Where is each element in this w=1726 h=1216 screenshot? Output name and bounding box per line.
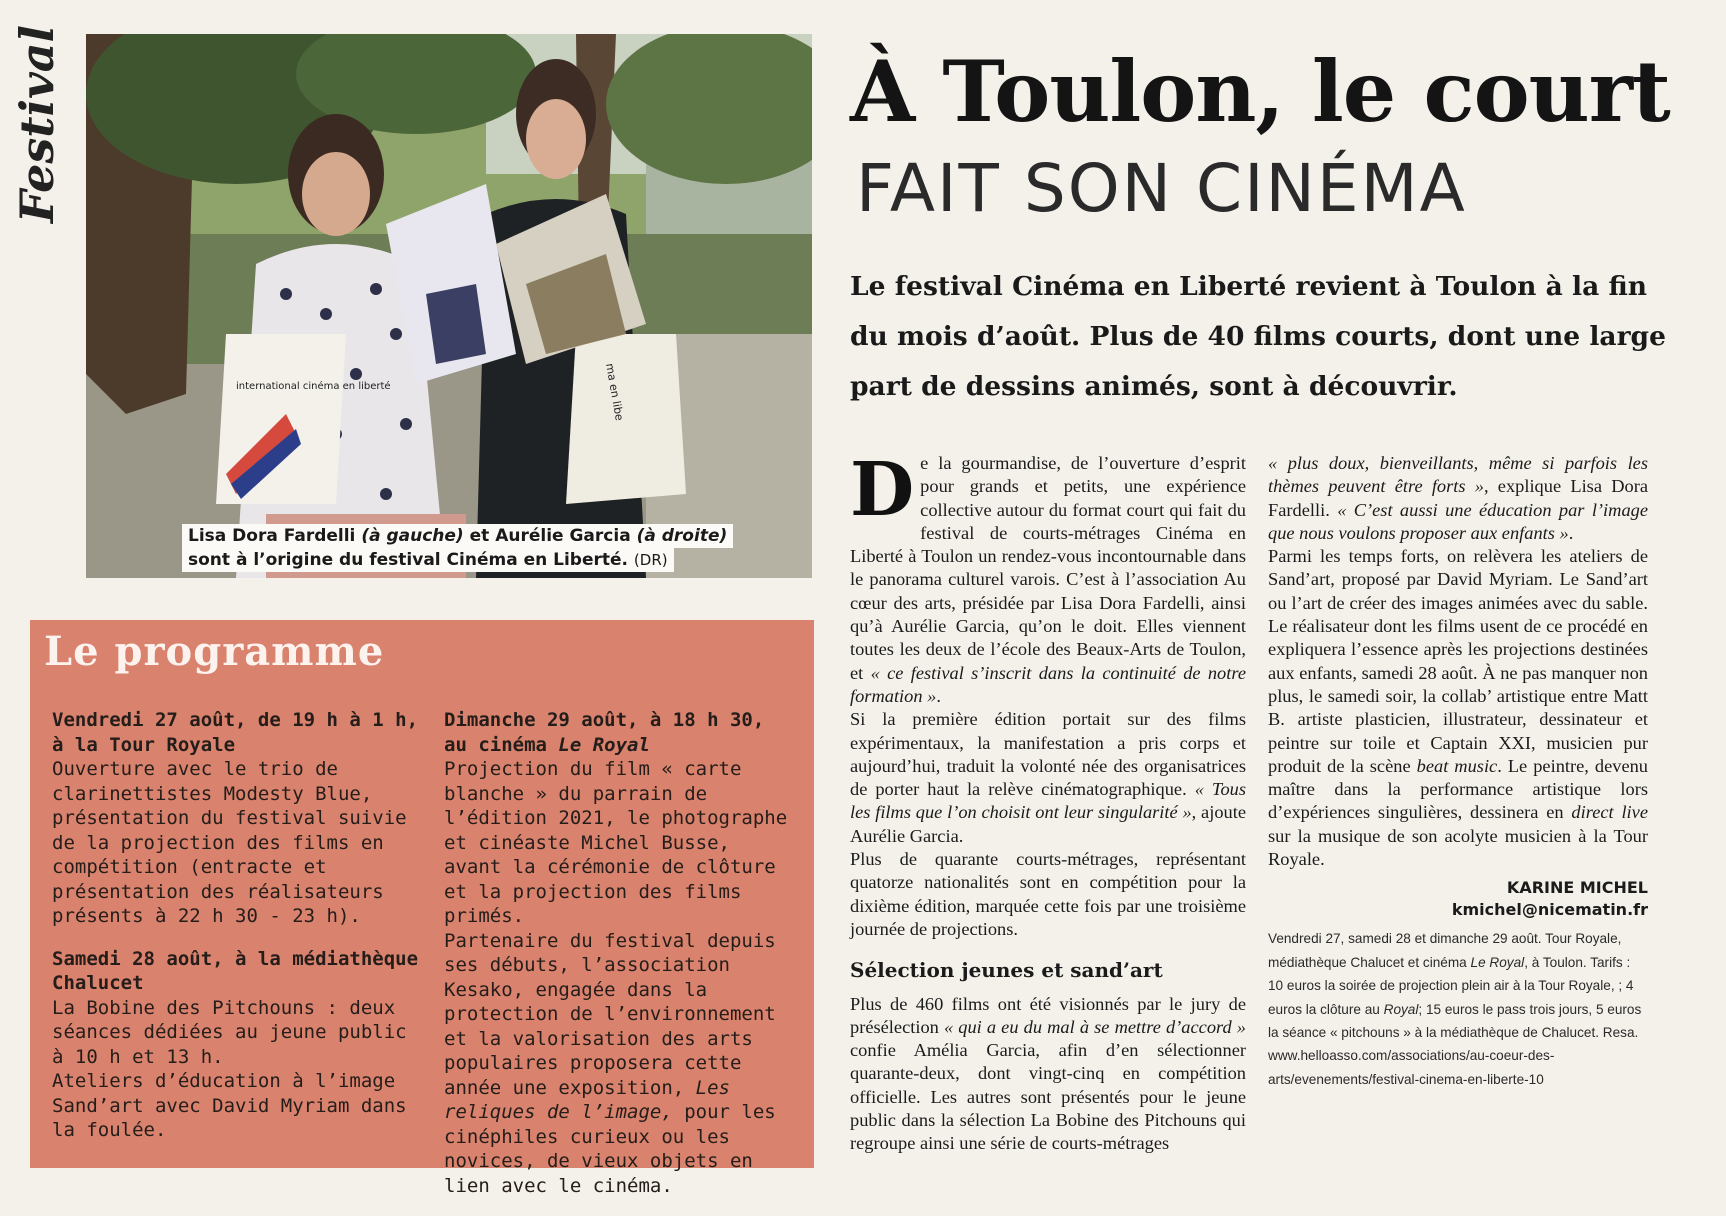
sunday-text-1: Projection du film « carte blanche » du parrain de l’édition 2021, le photographe et cinéaste Michel Busse, avant la cérémonie de clôture et la projection des films primés. [444, 758, 788, 927]
sunday-text-2a: Partenaire du festival depuis ses débuts, l’association Kesako, engagée dans la protection de l’environnement et la valorisation des arts populaires proposera cette année une exposition, [444, 929, 776, 1099]
caption-name-1: Lisa Dora Fardelli [188, 526, 356, 546]
sunday-heading-b: Le Royal [558, 733, 650, 756]
sunday-text-2c: pour les cinéphiles curieux ou les novices, de vieux objets en lien avec le cinéma. [444, 1101, 776, 1197]
rubric-label: Festival [10, 24, 64, 224]
info-text-e: ; 15 euros le pass trois jours, 5 euros la séance « pitchouns » à la médiathèque de Chalucet. Resa. www.helloasso.com/associations/au-coeur-des-arts/evenements/festival-cinema-en-liberte-10 [1268, 1001, 1642, 1087]
lead-paragraph: Le festival Cinéma en Liberté revient à Toulon à la fin du mois d’août. Plus de 40 films courts, dont une large part de dessins animés, sont à découvrir. [850, 271, 1666, 402]
paragraph-4 [850, 993, 1246, 1156]
p4-text-2: confie Amélia Garcia, afin d’en sélectionner quarante-deux, dont vingt-cinq en compétition officielle. Les autres sont présentés pour le jeune public dans la sélection La Bobine des Pitchouns qui regroupe ainsi une série de courts-métrages [850, 1040, 1246, 1154]
caption-line-1 [182, 524, 733, 548]
bag-text: international cinéma en liberté [236, 381, 391, 392]
programme-box [30, 620, 814, 1197]
practical-info [1268, 927, 1648, 1091]
caption-text-2: sont à l’origine du festival Cinéma en Liberté. [188, 550, 628, 570]
programme-title: Le programme [44, 628, 385, 675]
paragraph-1 [850, 447, 1246, 708]
caption-pos-1: (à gauche) [361, 526, 464, 546]
p4-quote-2: « plus doux, bienveillants, même si parfois les thèmes peuvent être forts » [1268, 453, 1648, 497]
sunday-heading [444, 709, 764, 756]
p5-text-2: . Le peintre, devenu maître dans la performance artistique lors d’expériences singulières, dessinera en [1268, 755, 1648, 823]
p5-text: Parmi les temps forts, on relèvera les ateliers de Sand’art, proposé par David Myriam. Le Sand’art ou l’art de créer des images animées avec du sable. Le réalisateur dont les films usent de ce procédé en expliquera l’essence après les projections destinées aux enfants, samedi 28 août. À ne pas manquer non plus, le samedi soir, la collab’ artistique entre Matt B. artiste plasticien, illustrateur, dessinateur et peintre sur toile et Captain XXI, musicien pur produit de la scène [1268, 546, 1648, 776]
info-italic-d: Royal [1383, 1001, 1419, 1017]
saturday-text-2: Ateliers d’éducation à l’image Sand’art avec David Myriam dans la foulée. [52, 1070, 407, 1141]
paragraph-4-cont [1268, 452, 1648, 545]
p2-quote: « Tous les films que l’on choisit ont leur singularité » [850, 779, 1246, 823]
paragraph-5 [1268, 545, 1648, 871]
caption-pos-2: (à droite) [636, 526, 728, 546]
paragraph-2 [850, 708, 1246, 848]
paragraph-3: Plus de quarante courts-métrages, représentant quatorze nationalités sont en compétition pour la dixième édition, marquée cette fois par une troisième journée de projections. [850, 849, 1246, 939]
info-text-c: , à Toulon. Tarifs : 10 euros la soirée de projection plein air à la Tour Royale, ; 4 euros la clôture au [1268, 954, 1634, 1017]
article-column-2 [1268, 452, 1648, 1091]
author-email: kmichel@nicematin.fr [1451, 900, 1648, 920]
saturday-text-1: La Bobine des Pitchouns : deux séances dédiées au jeune public à 10 h et 13 h. [52, 996, 407, 1068]
byline [1268, 877, 1648, 921]
author-name: KARINE MICHEL [1506, 878, 1648, 898]
subheadline: FAIT SON CINÉMA [856, 150, 1467, 227]
info-text-a: Vendredi 27, samedi 28 et dimanche 29 août. Tour Royale, médiathèque Chalucet et cinéma [1268, 931, 1622, 970]
friday-text: Ouverture avec le trio de clarinettistes Modesty Blue, présentation du festival suivie de la projection des films en compétition (entracte et présentation des réalisateurs présents à 22 h 30 - 23 h). [52, 758, 407, 927]
p4-quote: « qui a eu du mal à se mettre d’accord » [943, 1016, 1246, 1037]
section-heading: Sélection jeunes et sand’art [850, 958, 1163, 983]
caption-line-2 [182, 548, 674, 572]
info-italic-b: Le Royal [1470, 954, 1525, 970]
p1-text: e la gourmandise, de l’ouverture d’esprit pour grands et petits, une expérience collective autour du format court qui fait du festival de courts-métrages Cinéma en Liberté à Toulon un rendez-vous incontournable dans le panorama culturel varois. C’est à l’association Au cœur des arts, présidée par Lisa Dora Fardelli, ainsi qu’à Aurélie Garcia, qu’on le doit. Elles viennent toutes les deux de l’école des Beaux-Arts de Toulon, et [850, 453, 1246, 683]
photo-credit: (DR) [633, 551, 668, 569]
friday-heading: Vendredi 27 août, de 19 h à 1 h, à la Tour Royale [52, 709, 419, 756]
article-photo [86, 34, 812, 578]
sunday-text-2b: Les reliques de l’image, [444, 1076, 730, 1123]
p4-quote-3: « C’est aussi une éducation par l’image que nous voulons proposer aux enfants » [1268, 499, 1648, 543]
saturday-heading: Samedi 28 août, à la médiathèque Chalucet [52, 947, 419, 994]
p2-end: , ajoute Aurélie Garcia. [850, 802, 1246, 846]
sunday-heading-a: Dimanche 29 août, à 18 h 30, au cinéma [444, 709, 765, 756]
headline: À Toulon, le court [850, 42, 1670, 141]
caption-and: et [469, 526, 490, 546]
p1-end: . [936, 685, 941, 706]
drop-cap: D [850, 447, 915, 533]
p5-italic-2: direct live [1571, 802, 1648, 823]
bag2-text: ma en libe [603, 362, 626, 422]
photo-caption [182, 524, 733, 572]
p1-quote: « ce festival s’inscrit dans la continuité de notre formation » [850, 662, 1246, 706]
programme-column-right [444, 708, 794, 1216]
p4-text-3: , explique Lisa Dora Fardelli. [1268, 476, 1648, 520]
caption-name-2: Aurélie Garcia [495, 526, 631, 546]
p5-italic-1: beat music [1416, 755, 1498, 776]
p4-text: Plus de 460 films ont été visionnés par le jury de présélection [850, 993, 1246, 1037]
p4-end: . [1568, 522, 1574, 543]
photo-illustration [86, 34, 812, 578]
programme-column-left [52, 708, 420, 1161]
p5-text-3: sur la musique de son acolyte musicien à la Tour Royale. [1268, 825, 1648, 870]
section-rubric [8, 24, 66, 224]
article-column-1 [850, 447, 1246, 1156]
p2-text: Si la première édition portait sur des films expérimentaux, la manifestation a pris corps et aujourd’hui, traduit la volonté née des organisatrices de porter haut la relève cinématographique. [850, 709, 1246, 800]
